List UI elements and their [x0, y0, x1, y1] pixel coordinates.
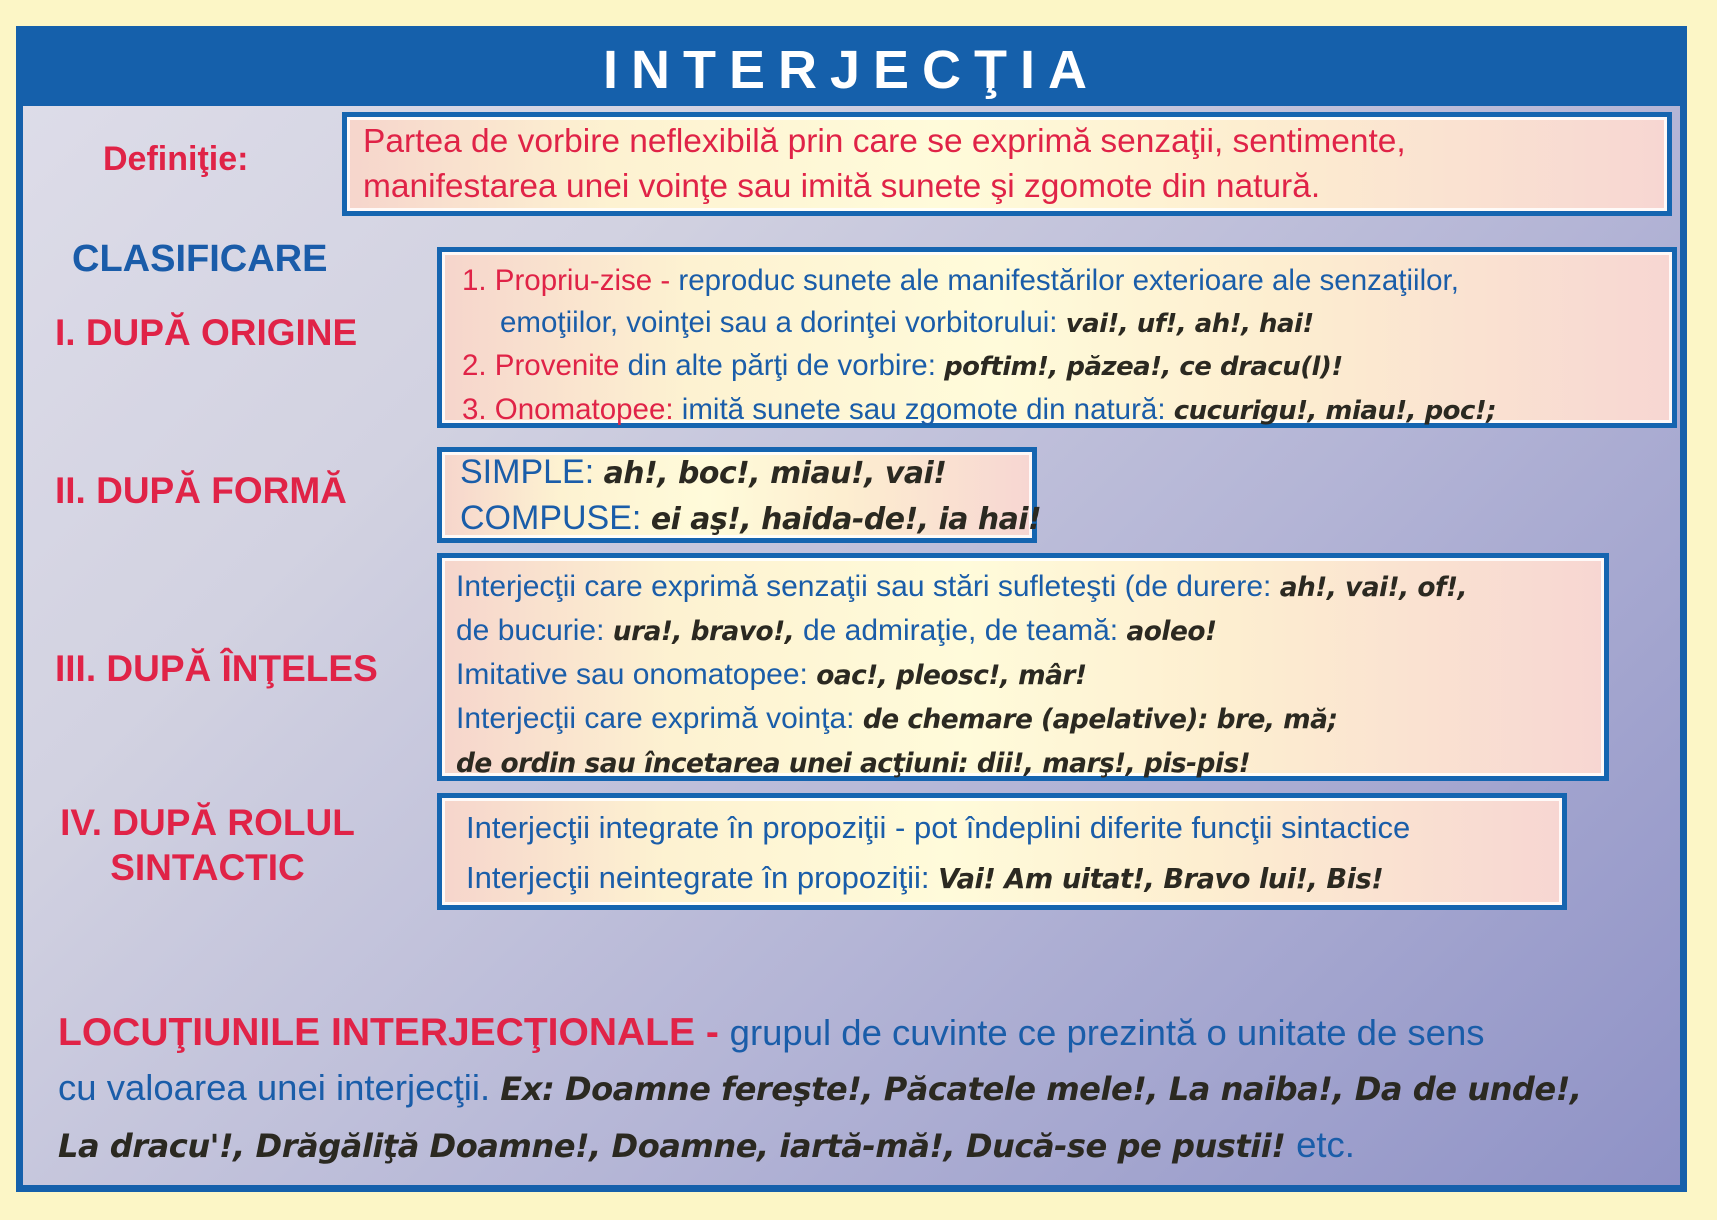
text-segment: imită sunete sau zgomote din natură:	[681, 392, 1174, 426]
section-label-rol-line-1: IV. DUPĂ ROLUL	[60, 802, 355, 843]
text-segment: reproduc sunete ale manifestărilor exterioare ale senzaţiilor,	[678, 264, 1459, 297]
text-segment: Interjecţii integrate în propoziţii - pot îndeplini diferite funcţii sintactice	[466, 810, 1411, 845]
text-line	[456, 565, 1604, 609]
text-line	[466, 803, 1562, 853]
text-line	[456, 653, 1604, 697]
text-segment: Imitative sau onomatopee:	[456, 658, 817, 691]
text-segment: 1. Propriu-zise -	[462, 264, 679, 297]
text-segment: vai!, uf!, ah!, hai!	[1065, 308, 1314, 339]
text-segment: ura!, bravo!,	[612, 616, 803, 647]
section-label-forma: II. DUPĂ FORMĂ	[55, 470, 347, 511]
text-segment: cu valoarea unei interjecţii.	[58, 1067, 501, 1108]
text-segment: COMPUSE:	[460, 499, 651, 537]
text-line	[456, 741, 1604, 785]
text-line	[462, 260, 1672, 302]
section-label-rol-line-2: SINTACTIC	[110, 847, 305, 888]
page-title: INTERJECŢIA	[602, 39, 1101, 100]
form-box	[437, 447, 1042, 543]
definition-box	[342, 112, 1672, 216]
classification-heading: CLASIFICARE	[72, 238, 328, 280]
text-segment: etc.	[1296, 1124, 1355, 1165]
text-line	[462, 389, 1672, 433]
text-segment: din alte părţi de vorbire:	[627, 349, 945, 382]
text-segment: ah!, vai!, of!,	[1279, 572, 1468, 603]
section-label-inteles: III. DUPĂ ÎNŢELES	[55, 648, 378, 689]
text-segment: SIMPLE:	[460, 453, 604, 491]
text-line	[58, 1005, 1668, 1060]
text-segment: Interjecţii neintegrate în propoziţii:	[466, 860, 939, 895]
poster-frame	[16, 26, 1687, 1192]
locutions-paragraph	[58, 1005, 1668, 1174]
role-box	[437, 793, 1567, 910]
text-line	[58, 1060, 1668, 1117]
text-segment: 3. Onomatopee:	[462, 392, 682, 426]
text-segment: oac!, pleosc!, mâr!	[816, 660, 1087, 691]
text-segment: grupul de cuvinte ce prezintă o unitate de sens	[729, 1012, 1485, 1053]
text-line	[58, 1117, 1668, 1174]
origin-box	[437, 247, 1677, 428]
text-line	[466, 853, 1562, 905]
text-segment: ah!, boc!, miau!, vai!	[603, 456, 947, 491]
section-label-rol-sintactic	[40, 800, 375, 890]
definition-line-1: Partea de vorbire neflexibilă prin care se exprimă senzaţii, sentimente,	[363, 123, 1406, 160]
text-segment: de ordin sau încetarea unei acţiuni: dii!, marş!, pis-pis!	[456, 748, 1251, 779]
text-segment: de admiraţie, de teamă:	[802, 614, 1127, 647]
text-segment: ei aş!, haida-de!, ia hai!	[650, 502, 1042, 537]
text-line	[462, 302, 1672, 346]
text-segment: La dracu'!, Drăgăliţă Doamne!, Doamne, iartă-mă!, Ducă-se pe pustii!	[58, 1127, 1297, 1165]
text-segment: emoţiilor, voinţei sau a dorinţei vorbitorului:	[500, 305, 1066, 339]
text-segment: Ex: Doamne fereşte!, Păcatele mele!, La naiba!, Da de unde!,	[500, 1070, 1582, 1108]
text-line	[456, 697, 1604, 741]
text-segment: Vai! Am uitat!, Bravo lui!, Bis!	[938, 864, 1384, 895]
text-segment: de chemare (apelative): bre, mă;	[862, 704, 1338, 735]
text-segment: LOCUŢIUNILE INTERJECŢIONALE -	[58, 1011, 730, 1054]
text-line	[456, 609, 1604, 653]
text-segment: poftim!, păzea!, ce dracu(l)!	[944, 352, 1343, 382]
text-line	[460, 450, 1032, 496]
text-segment: aoleo!	[1126, 616, 1217, 647]
text-segment: de bucurie:	[456, 614, 613, 647]
text-line	[460, 496, 1042, 542]
definition-label: Definiţie:	[103, 140, 249, 178]
section-label-origine: I. DUPĂ ORIGINE	[55, 312, 358, 353]
meaning-box	[437, 553, 1609, 781]
text-segment: cucurigu!, miau!, poc!;	[1173, 395, 1497, 426]
text-segment: Interjecţii care exprimă senzaţii sau stări sufleteşti (de durere:	[456, 570, 1280, 603]
text-segment: 2. Provenite	[462, 349, 628, 382]
text-line	[462, 345, 1672, 389]
definition-line-2: manifestarea unei voinţe sau imită sunete şi zgomote din natură.	[363, 168, 1321, 205]
text-segment: Interjecţii care exprimă voinţa:	[456, 702, 863, 735]
